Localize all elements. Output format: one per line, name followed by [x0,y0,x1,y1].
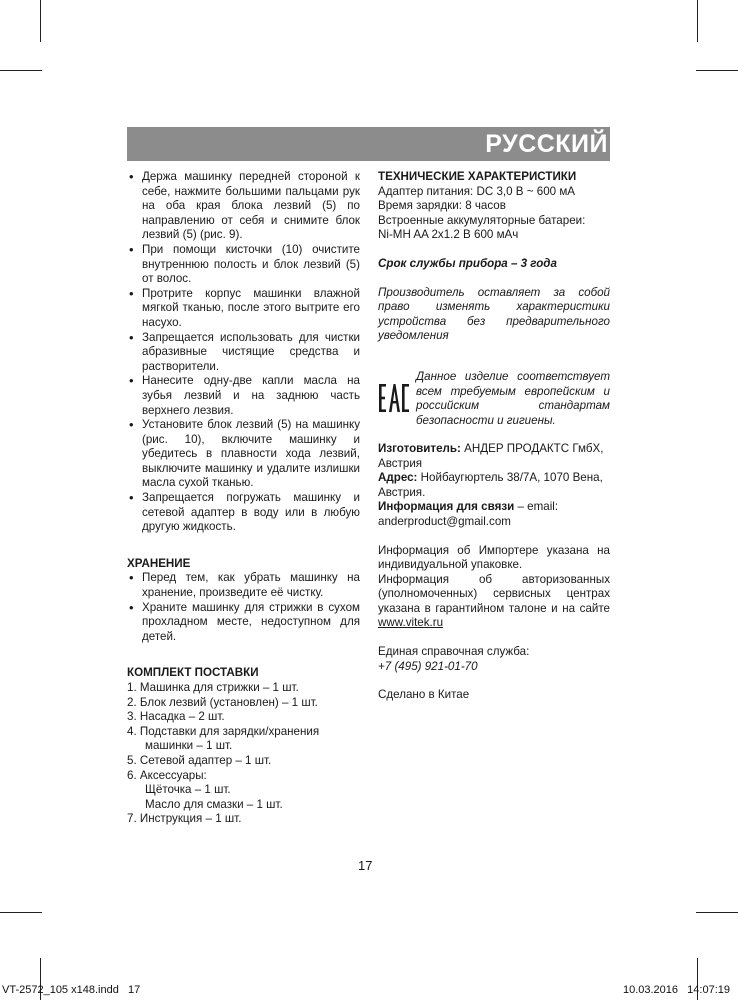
storage-heading: ХРАНЕНИЕ [127,556,191,570]
list-item: 6. Аксессуары: [127,768,207,782]
spec-line: Адаптер питания: DC 3,0 В ~ 600 мА [378,184,576,198]
service-life: Срок службы прибора – 3 года [378,256,557,270]
helpline-label: Единая справочная служба: [378,645,530,659]
manufacturer-label: Изготовитель: [378,441,461,455]
crop-mark [0,70,42,71]
list-item: • Протрите корпус машинки влажной мягкой тканью, после этого вытрите его насухо. [127,287,360,331]
eac-logo-icon [378,382,410,414]
spec-line: Ni-MH AA 2x1.2 В 600 мАч [378,228,519,242]
left-column [127,170,360,827]
list-item: • Перед тем, как убрать машинку на хранение, произведите её чистку. [127,571,360,600]
list-item: Щёточка – 1 шт. [145,783,231,797]
list-item: 5. Сетевой адаптер – 1 шт. [127,753,272,767]
service-text: Информация об авторизованных (уполномоченных) сервисных центрах указана в гарантийном талоне и на сайте [378,572,610,615]
spec-line: Время зарядки: 8 часов [378,199,506,213]
list-item: 7. Инструкция – 1 шт. [127,812,242,826]
list-item: • Держа машинку передней стороной к себе, нажмите большими пальцами рук на оба края блока лезвий (5) по направлению от себя и снимите блок лезвий (5) (рис. 9). [127,170,360,243]
list-item: Масло для смазки – 1 шт. [145,797,283,811]
crop-mark [697,0,698,42]
list-item: машинки – 1 шт. [145,739,233,753]
crop-mark [696,70,738,71]
contact-label: Информация для связи [378,500,515,514]
specs-heading: ТЕХНИЧЕСКИЕ ХАРАКТЕРИСТИКИ [378,170,577,183]
rights-notice: Производитель оставляет за собой право изменять характеристики устройства без предварительного уведомления [378,285,610,343]
page-number: 17 [358,858,373,873]
service-info [378,573,610,631]
cleaning-list [127,170,360,535]
contact [378,500,610,529]
list-item: • Запрещается использовать для чистки абразивные чистящие средства и растворители. [127,331,360,375]
manufacturer [378,442,610,471]
list-item: • Запрещается погружать машинку и сетевой адаптер в воду или в любую другую жидкость. [127,491,360,535]
language-header-bar [127,127,610,161]
list-item: • Храните машинку для стрижки в сухом прохладном месте, недоступном для детей. [127,601,360,645]
storage-list [127,571,360,644]
eac-block [378,370,610,430]
footer-datetime: 10.03.2016 14:07:19 [622,984,730,996]
crop-mark [696,912,738,913]
list-item: 1. Машинка для стрижки – 1 шт. [127,681,299,694]
importer-info: Информация об Импортере указана на индивидуальной упаковке. [378,543,610,572]
right-column [378,170,610,703]
contact-value: – email: anderproduct@gmail.com [378,500,559,528]
footer-file: VT-2572_105 x148.indd 17 [2,984,141,996]
made-in: Сделано в Китае [378,688,470,702]
spec-line: Встроенные аккумуляторные батареи: [378,213,586,227]
kit-list [127,681,360,827]
address [378,471,610,500]
list-item: 2. Блок лезвий (установлен) – 1 шт. [127,695,318,709]
vitek-link[interactable]: www.vitek.ru [378,616,444,630]
list-item: • При помощи кисточки (10) очистите внутреннюю полость и блок лезвий (5) от волос. [127,243,360,287]
list-item: 4. Подставки для зарядки/хранения [127,724,320,738]
language-title: РУССКИЙ [485,130,608,158]
crop-mark [0,912,42,913]
list-item: • Нанесите одну-две капли масла на зубья лезвий и на заднюю часть верхнего лезвия. [127,374,360,418]
list-item: 3. Насадка – 2 шт. [127,710,225,724]
crop-mark [40,0,41,42]
kit-heading: КОМПЛЕКТ ПОСТАВКИ [127,666,259,680]
address-value: Нойбаугюртель 38/7А, 1070 Вена, Австрия. [378,471,603,499]
helpline-phone: +7 (495) 921-01-70 [378,659,478,673]
eac-conformity-text: Данное изделие соответствует всем требуемым европейским и российским стандартам безопасности и гигиены. [416,369,610,427]
list-item: • Установите блок лезвий (5) на машинку (рис. 10), включите машинку и убедитесь в плавности хода лезвий, выключите машинку и удалите излишки масла сухой тканью. [127,418,360,491]
manufacturer-value: АНДЕР ПРОДАКТС ГмбХ, Австрия [378,441,604,470]
address-label: Адрес: [378,471,418,485]
